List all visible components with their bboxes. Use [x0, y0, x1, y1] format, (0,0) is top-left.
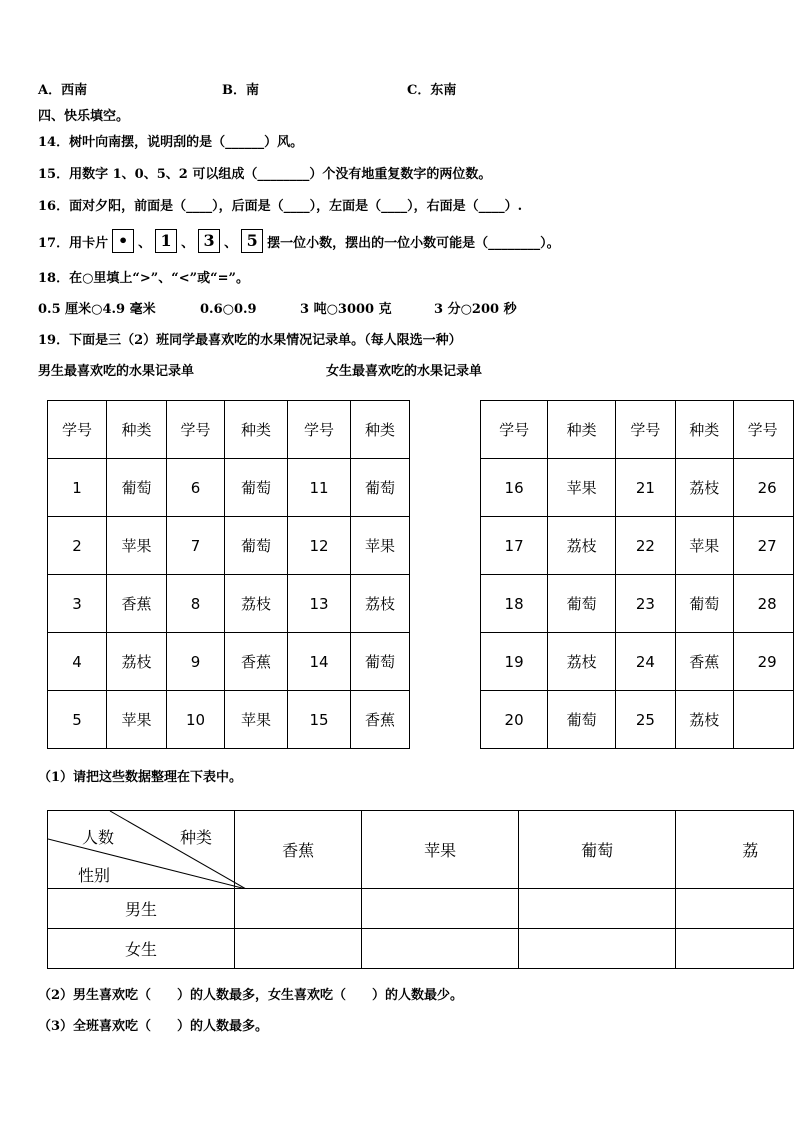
header-cell: 学号: [288, 401, 351, 459]
diagonal-header-cell: [48, 811, 235, 889]
table-cell: 香蕉: [351, 691, 410, 749]
table-cell: 19: [481, 633, 548, 691]
answer-cell[interactable]: [676, 929, 794, 969]
header-cell: 学号: [48, 401, 107, 459]
table-cell: 6: [167, 459, 225, 517]
card-decimal-point: •: [112, 229, 134, 253]
question-14: 14．树叶向南摆，说明刮的是（______）风。: [38, 135, 304, 150]
table-cell: 22: [615, 517, 675, 575]
table-cell: 荔枝: [675, 691, 733, 749]
fruit-header-cell: 香蕉: [235, 811, 362, 889]
section-heading: 四、快乐填空。: [38, 109, 130, 124]
q18-item-4: 3 分○200 秒: [434, 302, 517, 317]
question-17: [38, 229, 560, 253]
table-cell: 14: [288, 633, 351, 691]
table-cell: 苹果: [548, 459, 616, 517]
table-cell: 8: [167, 575, 225, 633]
table-cell: 苹果: [107, 691, 167, 749]
answer-cell[interactable]: [676, 889, 794, 929]
table-cell: 9: [167, 633, 225, 691]
q18-item-3: 3 吨○3000 克: [300, 302, 392, 317]
question-19: 19．下面是三（2）班同学最喜欢吃的水果情况记录单。（每人限选一种）: [38, 333, 462, 348]
table-row: [48, 459, 410, 517]
table-cell: 29: [733, 633, 793, 691]
answer-cell[interactable]: [519, 889, 676, 929]
card-separator: 、: [181, 235, 195, 251]
option-a: A．西南: [38, 83, 88, 98]
table-cell: 11: [288, 459, 351, 517]
summary-table: [47, 810, 794, 969]
table-row: [48, 691, 410, 749]
table-row: [48, 633, 410, 691]
table-cell: 4: [48, 633, 107, 691]
fruit-header-cell: 葡萄: [519, 811, 676, 889]
table-cell: 葡萄: [675, 575, 733, 633]
table-row: [481, 633, 794, 691]
question-17-prefix: 17．用卡片: [38, 235, 109, 251]
question-16: 16．面对夕阳，前面是（____），后面是（____），左面是（____），右面是（____）.: [38, 199, 523, 214]
table-cell: 1: [48, 459, 107, 517]
boys-table-title: 男生最喜欢吃的水果记录单: [38, 364, 195, 379]
table-cell: 葡萄: [225, 517, 288, 575]
subquestion-2: （2）男生喜欢吃（ ）的人数最多，女生喜欢吃（ ）的人数最少。: [38, 988, 464, 1003]
answer-cell[interactable]: [235, 889, 362, 929]
table-cell: 葡萄: [351, 633, 410, 691]
table-cell: 葡萄: [351, 459, 410, 517]
table-cell: 28: [733, 575, 793, 633]
table-cell: 24: [615, 633, 675, 691]
table-cell: 20: [481, 691, 548, 749]
option-b: B．南: [222, 83, 259, 98]
table-cell: 23: [615, 575, 675, 633]
card-separator: 、: [138, 235, 152, 251]
header-cell: 种类: [675, 401, 733, 459]
table-cell: 25: [615, 691, 675, 749]
question-15: 15．用数字 1、0、5、2 可以组成（________）个没有地重复数字的两位数。: [38, 167, 492, 182]
fruit-header-cell: 荔: [676, 811, 794, 889]
table-cell: 苹果: [225, 691, 288, 749]
table-cell: 13: [288, 575, 351, 633]
corner-label-count: 人数: [82, 828, 115, 847]
table-header-row: [48, 811, 794, 889]
boys-record-table: [47, 400, 410, 749]
answer-cell[interactable]: [362, 929, 519, 969]
table-cell: 荔枝: [548, 633, 616, 691]
corner-label-gender: 性别: [78, 866, 111, 885]
table-row: [48, 517, 410, 575]
table-cell: 荔枝: [548, 517, 616, 575]
table-cell: 香蕉: [675, 633, 733, 691]
table-cell: 17: [481, 517, 548, 575]
header-cell: 学号: [733, 401, 793, 459]
card-1: 1: [155, 229, 177, 253]
table-cell: 苹果: [351, 517, 410, 575]
header-cell: 学号: [615, 401, 675, 459]
card-3: 3: [198, 229, 220, 253]
table-row: [481, 691, 794, 749]
table-cell: 15: [288, 691, 351, 749]
table-cell: 7: [167, 517, 225, 575]
q18-item-2: 0.6○0.9: [200, 302, 257, 317]
table-cell: 葡萄: [548, 691, 616, 749]
table-cell: 荔枝: [351, 575, 410, 633]
gender-label-cell: 女生: [48, 929, 235, 969]
table-cell: [733, 691, 793, 749]
answer-cell[interactable]: [362, 889, 519, 929]
table-cell: 2: [48, 517, 107, 575]
table-row: [481, 517, 794, 575]
table-cell: 荔枝: [225, 575, 288, 633]
table-cell: 香蕉: [225, 633, 288, 691]
table-row: [48, 889, 794, 929]
header-cell: 种类: [107, 401, 167, 459]
table-cell: 10: [167, 691, 225, 749]
fruit-header-cell: 苹果: [362, 811, 519, 889]
table-row: [48, 575, 410, 633]
subquestion-1: （1）请把这些数据整理在下表中。: [38, 770, 243, 785]
table-cell: 苹果: [107, 517, 167, 575]
table-cell: 葡萄: [225, 459, 288, 517]
corner-label-kind: 种类: [180, 828, 213, 847]
header-cell: 种类: [225, 401, 288, 459]
gender-label-cell: 男生: [48, 889, 235, 929]
table-cell: 27: [733, 517, 793, 575]
table-row: [481, 575, 794, 633]
table-row: [48, 929, 794, 969]
card-5: 5: [241, 229, 263, 253]
table-cell: 葡萄: [548, 575, 616, 633]
table-cell: 葡萄: [107, 459, 167, 517]
q18-item-1: 0.5 厘米○4.9 毫米: [38, 302, 156, 317]
answer-cell[interactable]: [519, 929, 676, 969]
answer-cell[interactable]: [235, 929, 362, 969]
table-header-row: [481, 401, 794, 459]
header-cell: 种类: [548, 401, 616, 459]
girls-record-table: [480, 400, 794, 749]
header-cell: 种类: [351, 401, 410, 459]
table-cell: 5: [48, 691, 107, 749]
table-cell: 苹果: [675, 517, 733, 575]
card-separator: 、: [224, 235, 238, 251]
table-cell: 12: [288, 517, 351, 575]
table-header-row: [48, 401, 410, 459]
table-cell: 21: [615, 459, 675, 517]
table-cell: 26: [733, 459, 793, 517]
girls-table-title: 女生最喜欢吃的水果记录单: [326, 364, 483, 379]
table-cell: 荔枝: [107, 633, 167, 691]
subquestion-3: （3）全班喜欢吃（ ）的人数最多。: [38, 1019, 269, 1034]
table-cell: 荔枝: [675, 459, 733, 517]
question-17-suffix: 摆一位小数，摆出的一位小数可能是（________）。: [267, 235, 560, 251]
table-cell: 18: [481, 575, 548, 633]
table-cell: 3: [48, 575, 107, 633]
header-cell: 学号: [167, 401, 225, 459]
table-cell: 香蕉: [107, 575, 167, 633]
table-row: [481, 459, 794, 517]
table-cell: 16: [481, 459, 548, 517]
question-18: 18．在○里填上“>”、“<”或“=”。: [38, 271, 249, 286]
option-c: C．东南: [407, 83, 457, 98]
header-cell: 学号: [481, 401, 548, 459]
